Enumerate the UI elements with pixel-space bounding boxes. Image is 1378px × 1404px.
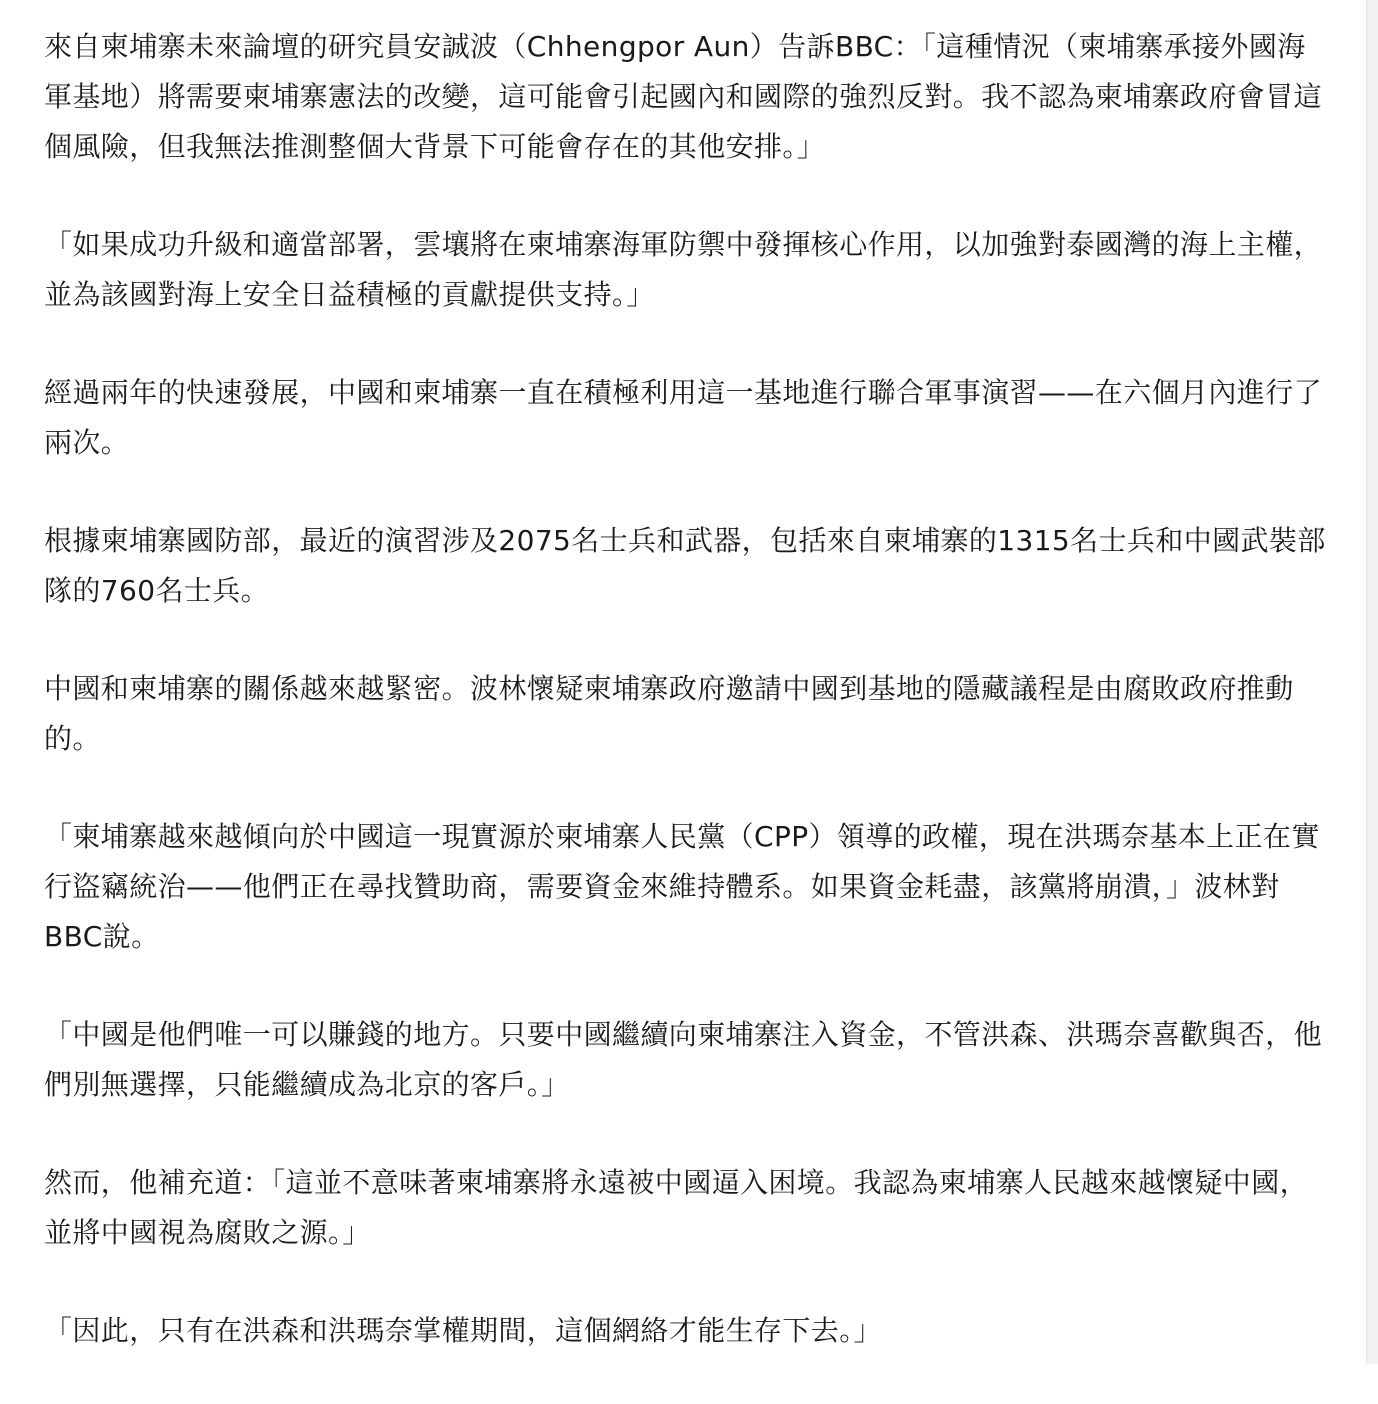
paragraph: 「中國是他們唯一可以賺錢的地方。只要中國繼續向柬埔寨注入資金，不管洪森、洪瑪奈喜歡與否，他們別無選擇，只能繼續成為北京的客戶。」	[44, 1018, 1323, 1101]
paragraph: 「柬埔寨越來越傾向於中國這一現實源於柬埔寨人民黨（CPP）領導的政權，現在洪瑪奈基本上正在實行盜竊統治——他們正在尋找贊助商，需要資金來維持體系。如果資金耗盡，該黨將崩潰，」波林對BBC說。	[44, 820, 1320, 953]
paragraph: 來自柬埔寨未來論壇的研究員安誠波（Chhengpor Aun）告訴BBC：「這種情況（柬埔寨承接外國海軍基地）將需要柬埔寨憲法的改變，這可能會引起國內和國際的強烈反對。我不認為柬埔寨政府會冒這個風險，但我無法推測整個大背景下可能會存在的其他安排。」	[44, 30, 1323, 163]
paragraph: 根據柬埔寨國防部，最近的演習涉及2075名士兵和武器，包括來自柬埔寨的1315名士兵和中國武裝部隊的760名士兵。	[44, 524, 1326, 607]
paragraph: 「如果成功升級和適當部署，雲壤將在柬埔寨海軍防禦中發揮核心作用，以加強對泰國灣的海上主權，並為該國對海上安全日益積極的貢獻提供支持。」	[44, 228, 1323, 311]
paragraph: 「因此，只有在洪森和洪瑪奈掌權期間，這個網絡才能生存下去。」	[44, 1314, 883, 1347]
paragraph: 經過兩年的快速發展，中國和柬埔寨一直在積極利用這一基地進行聯合軍事演習——在六個月內進行了兩次。	[44, 376, 1323, 459]
vertical-scrollbar[interactable]	[1366, 0, 1378, 1364]
article-body	[44, 22, 1334, 1404]
paragraph: 中國和柬埔寨的關係越來越緊密。波林懷疑柬埔寨政府邀請中國到基地的隱藏議程是由腐敗政府推動的。	[44, 672, 1294, 755]
paragraph: 然而，他補充道：「這並不意味著柬埔寨將永遠被中國逼入困境。我認為柬埔寨人民越來越懷疑中國，並將中國視為腐敗之源。」	[44, 1166, 1309, 1249]
